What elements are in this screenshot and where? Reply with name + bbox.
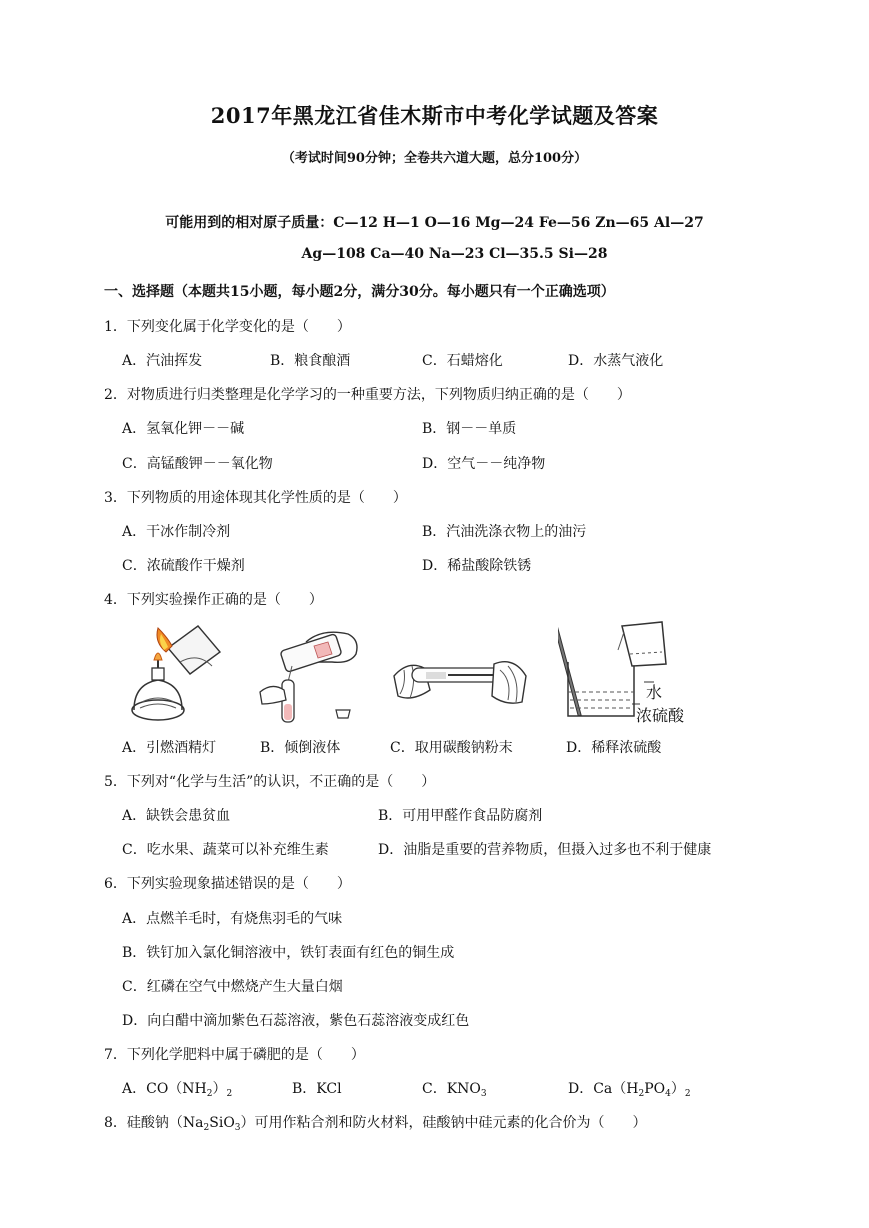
alcohol-lamp-figure	[128, 622, 224, 726]
question-5-option-c: C．吃水果、蔬菜可以补充维生素	[122, 842, 329, 858]
question-4-option-a: A．引燃酒精灯	[122, 740, 217, 756]
pouring-liquid-figure	[252, 624, 364, 728]
question-1-option-a: A．汽油挥发	[122, 353, 203, 369]
question-1-option-b: B．粮食酿酒	[270, 353, 351, 369]
question-1-option-d: D．水蒸气液化	[568, 353, 664, 369]
question-4-option-d: D．稀释浓硫酸	[566, 740, 662, 756]
powder-sampling-figure	[390, 640, 530, 720]
question-1-option-c: C．石蜡熔化	[422, 353, 503, 369]
question-7-option-d: D．$Ca(H_2PO_4)_2$	[568, 1081, 691, 1099]
question-6-option-d: D．向白醋中滴加紫色石蕊溶液，紫色石蕊溶液变成红色	[122, 1013, 470, 1029]
question-7-option-a: A．$CO(NH_2)_2$	[122, 1081, 233, 1099]
question-7-option-b: B．KCl	[292, 1081, 342, 1097]
question-7-option-c: C．$KNO_3$	[422, 1081, 487, 1099]
question-6-stem: 6．下列实验现象描述错误的是（ ）	[104, 876, 351, 892]
question-2-option-b: B．钢－－单质	[422, 421, 517, 437]
question-6-option-c: C．红磷在空气中燃烧产生大量白烟	[122, 979, 343, 995]
figure-label-acid: 浓硫酸	[636, 706, 685, 725]
question-3-option-a: A．干冰作制冷剂	[122, 524, 231, 540]
page-title: 2017年黑龙江省佳木斯市中考化学试题及答案	[210, 103, 659, 128]
question-2-option-a: A．氢氧化钾－－碱	[122, 421, 245, 437]
question-3-option-d: D．稀盐酸除铁锈	[422, 558, 532, 574]
question-6-option-b: B．铁钉加入氯化铜溶液中，铁钉表面有红色的铜生成	[122, 945, 455, 961]
atomic-mass-line-1: 可能用到的相对原子质量：C—12 H—1 O—16 Mg—24 Fe—56 Zn—65 Al—27	[165, 215, 704, 231]
question-1-stem: 1．下列变化属于化学变化的是（ ）	[104, 319, 351, 335]
question-5-option-d: D．油脂是重要的营养物质，但摄入过多也不利于健康	[378, 842, 712, 858]
question-5-stem: 5．下列对“化学与生活”的认识，不正确的是（ ）	[104, 774, 436, 790]
figure-label-water: 水	[646, 683, 663, 702]
question-3-stem: 3．下列物质的用途体现其化学性质的是（ ）	[104, 490, 407, 506]
atomic-mass-line-2: Ag—108 Ca—40 Na—23 Cl—35.5 Si—28	[301, 246, 608, 262]
question-4-option-c: C．取用碳酸钠粉末	[390, 740, 513, 756]
question-3-option-b: B．汽油洗涤衣物上的油污	[422, 524, 587, 540]
question-8-stem: 8．硅酸钠$(Na_2SiO_3)$可用作粘合剂和防火材料，硅酸钠中硅元素的化合价为（ ）	[104, 1115, 647, 1133]
question-4-stem: 4．下列实验操作正确的是（ ）	[104, 592, 323, 608]
question-5-option-b: B．可用甲醛作食品防腐剂	[378, 808, 543, 824]
question-4-option-b: B．倾倒液体	[260, 740, 341, 756]
question-2-option-c: C．高锰酸钾－－氧化物	[122, 456, 273, 472]
exam-subtitle: （考试时间90分钟；全卷共六道大题，总分100分）	[281, 151, 588, 166]
question-6-option-a: A．点燃羊毛时，有烧焦羽毛的气味	[122, 911, 343, 927]
section-heading: 一、选择题（本题共15小题，每小题2分，满分30分。每小题只有一个正确选项）	[104, 284, 615, 300]
question-2-stem: 2．对物质进行归类整理是化学学习的一种重要方法，下列物质归纳正确的是（ ）	[104, 387, 631, 403]
question-2-option-d: D．空气－－纯净物	[422, 456, 546, 472]
question-3-option-c: C．浓硫酸作干燥剂	[122, 558, 245, 574]
question-7-stem: 7．下列化学肥料中属于磷肥的是（ ）	[104, 1047, 365, 1063]
question-5-option-a: A．缺铁会患贫血	[122, 808, 231, 824]
